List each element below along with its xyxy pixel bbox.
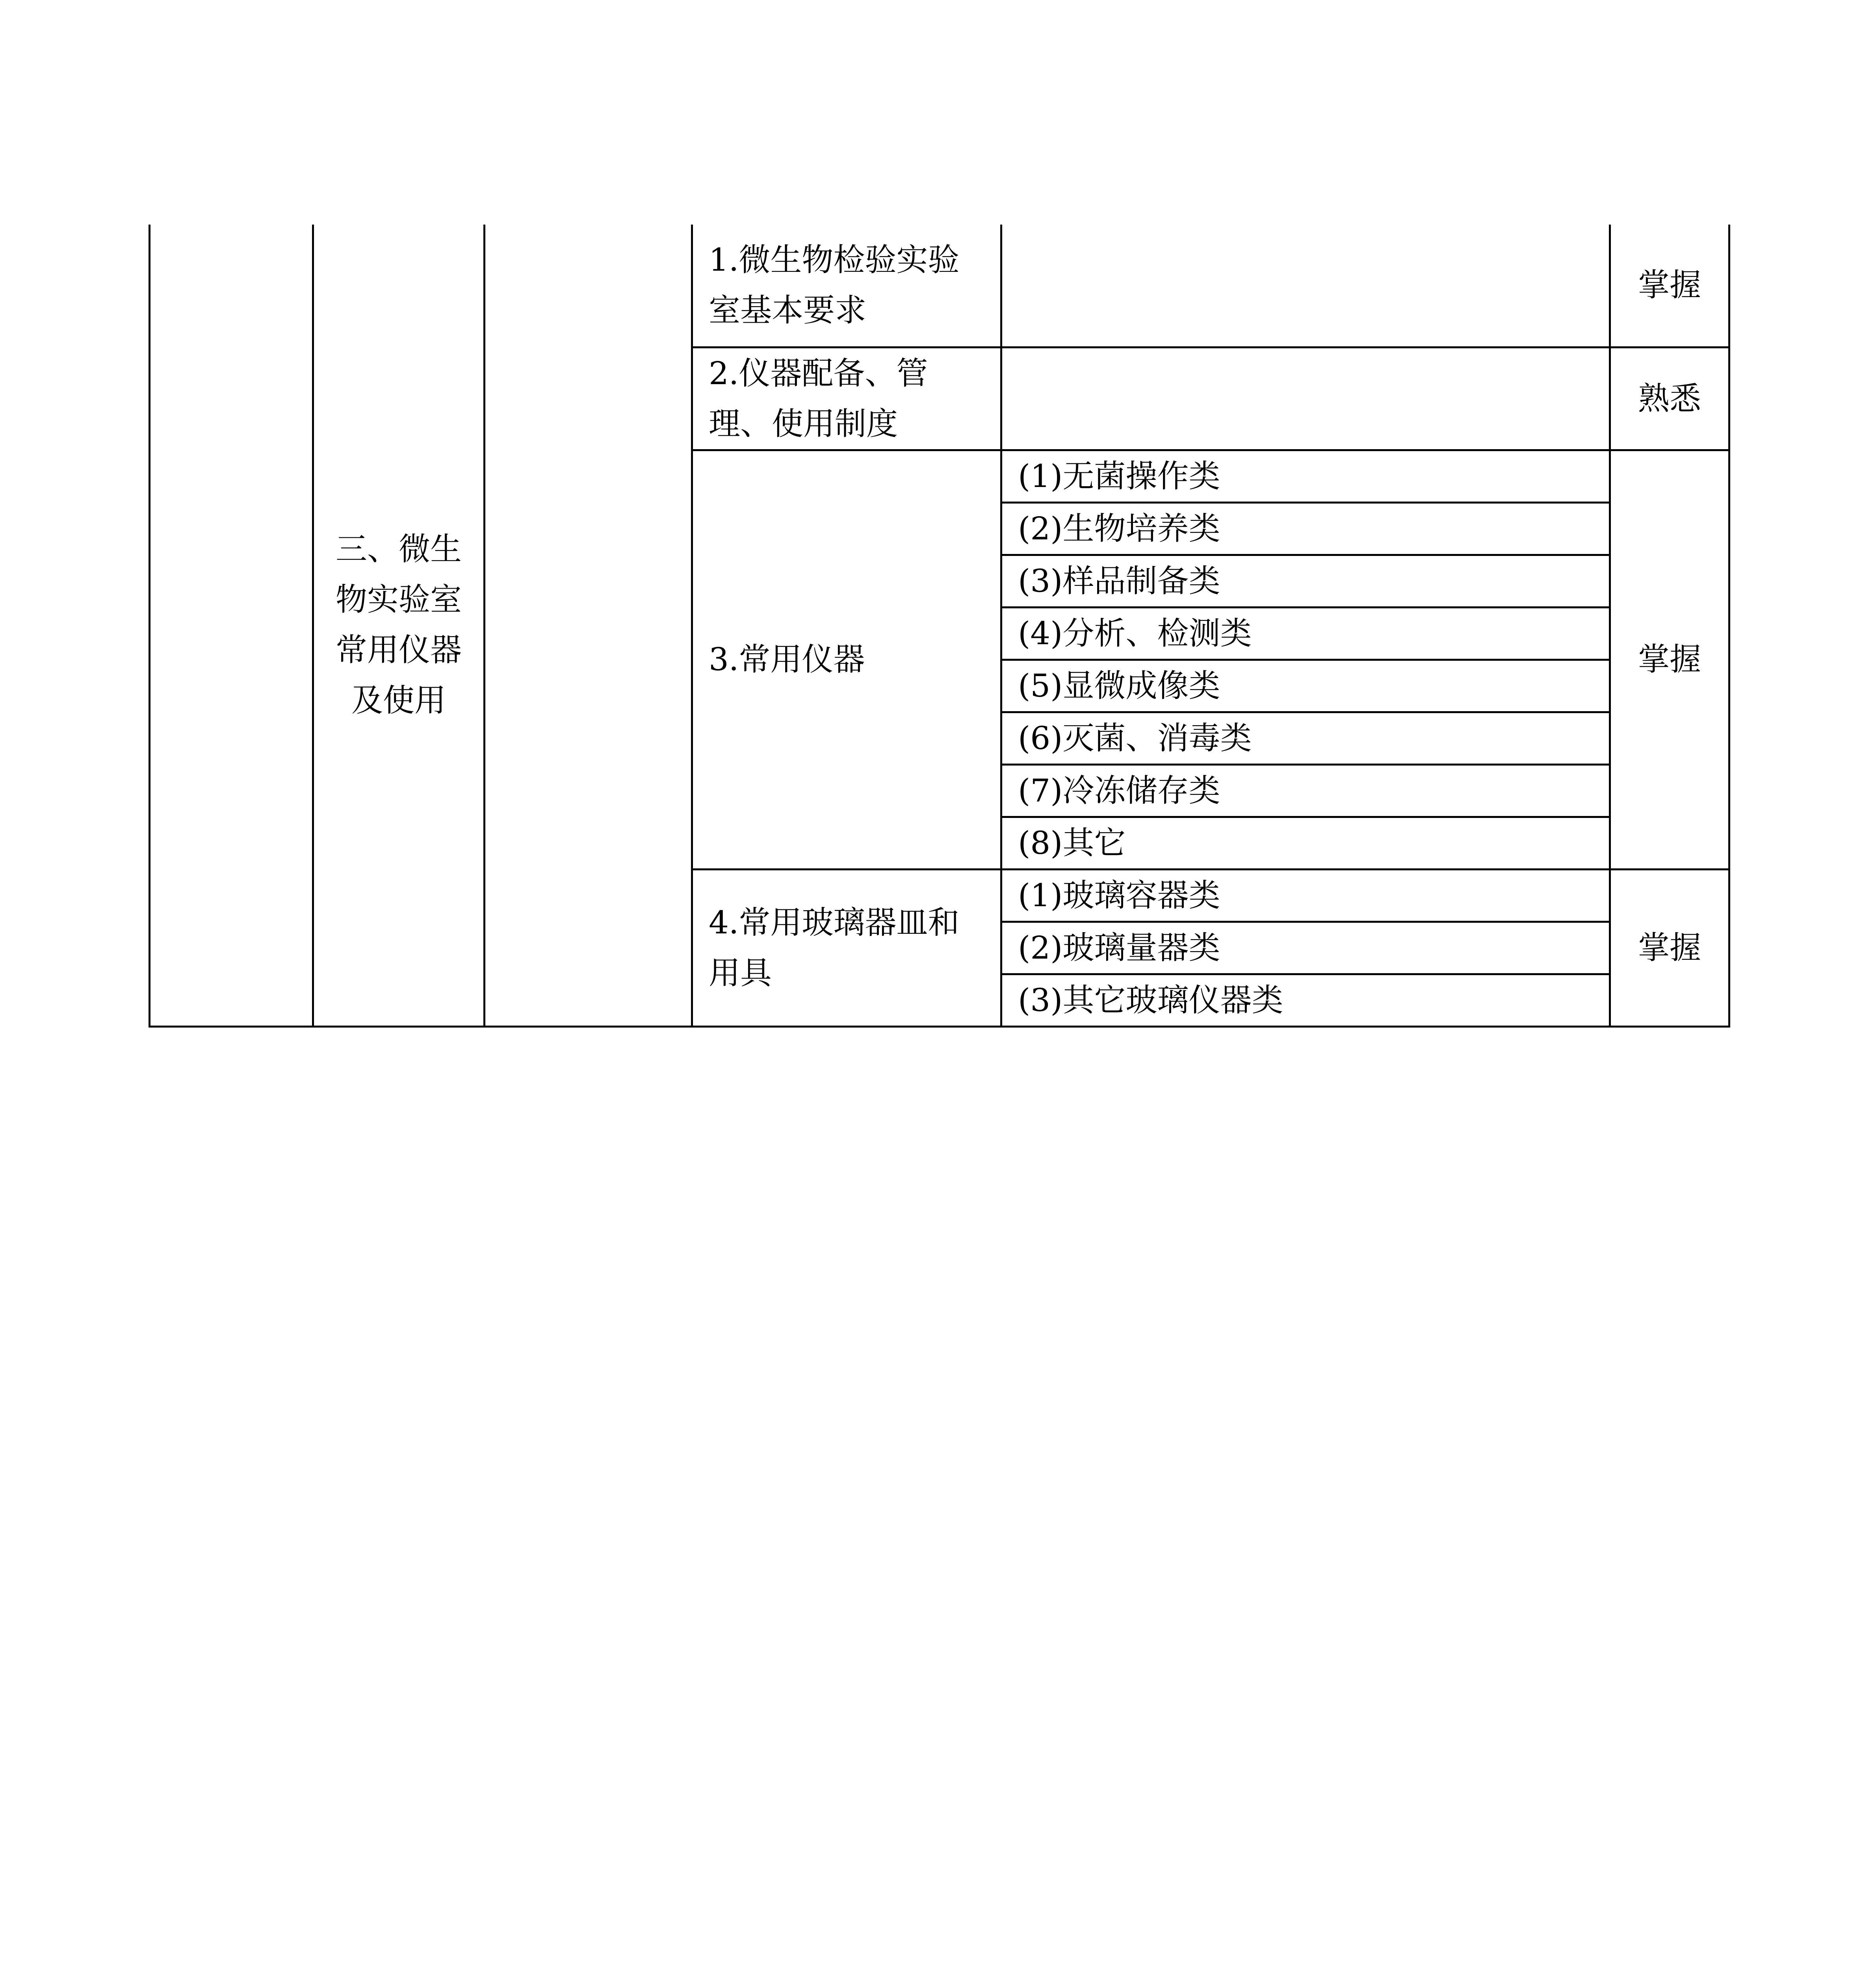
item-cell: (1)无菌操作类	[1001, 450, 1610, 502]
table-row	[150, 225, 1729, 347]
section-title-cell: 三、微生物实验室常用仪器及使用	[313, 225, 485, 1026]
level-cell: 掌握	[1610, 869, 1729, 1026]
item-cell: (6)灭菌、消毒类	[1001, 712, 1610, 764]
topic-cell: 1.微生物检验实验室基本要求	[692, 225, 1001, 347]
item-cell: (2)生物培养类	[1001, 502, 1610, 555]
item-cell: (7)冷冻储存类	[1001, 764, 1610, 817]
item-cell	[1001, 347, 1610, 450]
item-cell: (2)玻璃量器类	[1001, 922, 1610, 974]
topic-cell: 2.仪器配备、管理、使用制度	[692, 347, 1001, 450]
item-cell: (8)其它	[1001, 817, 1610, 869]
item-cell: (4)分析、检测类	[1001, 607, 1610, 660]
outline-table	[149, 225, 1730, 1028]
empty-unit-cell	[485, 225, 692, 1026]
level-cell: 掌握	[1610, 450, 1729, 869]
item-cell: (3)样品制备类	[1001, 555, 1610, 607]
item-cell: (1)玻璃容器类	[1001, 869, 1610, 922]
item-cell: (5)显微成像类	[1001, 660, 1610, 712]
level-cell: 掌握	[1610, 225, 1729, 347]
empty-category-cell	[150, 225, 313, 1026]
level-cell: 熟悉	[1610, 347, 1729, 450]
topic-cell: 3.常用仪器	[692, 450, 1001, 869]
topic-cell: 4.常用玻璃器皿和用具	[692, 869, 1001, 1026]
item-cell: (3)其它玻璃仪器类	[1001, 974, 1610, 1026]
item-cell	[1001, 225, 1610, 347]
